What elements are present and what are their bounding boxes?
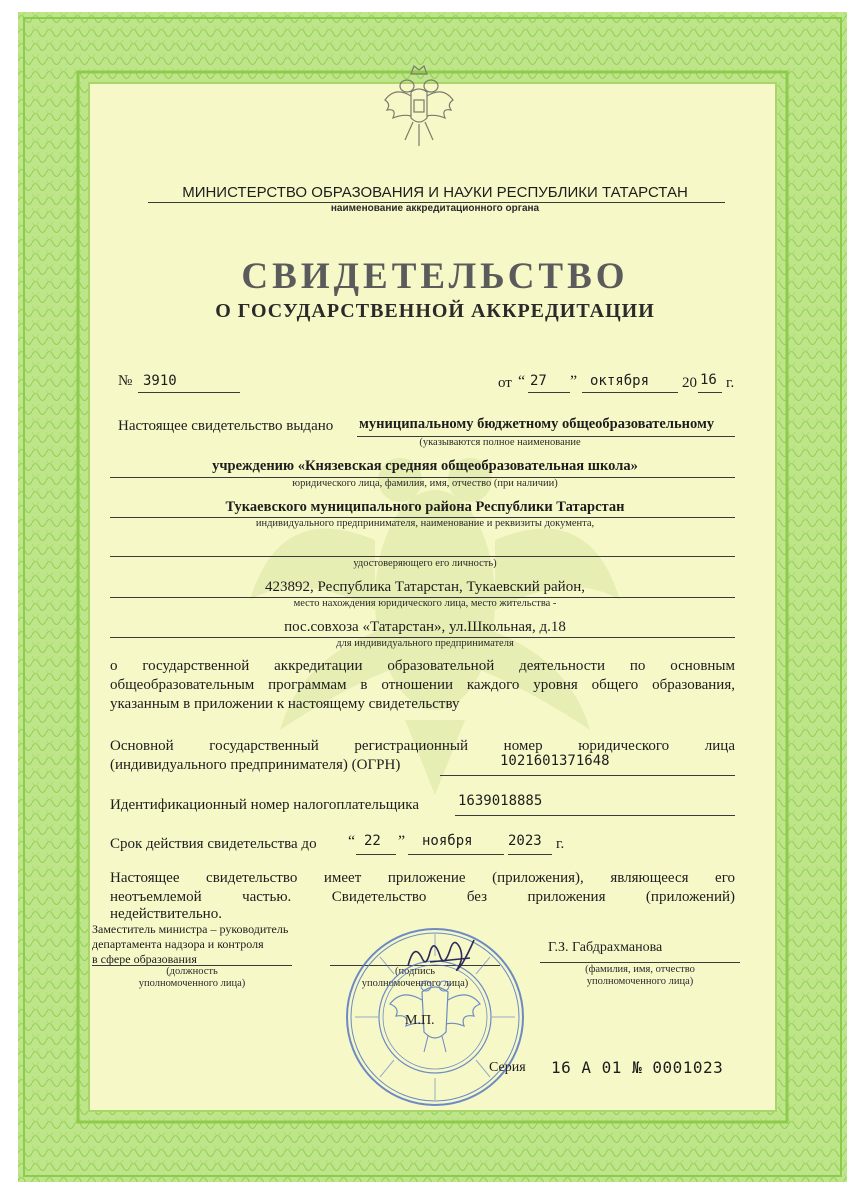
signatory-name: Г.З. Габдрахманова: [548, 940, 663, 955]
purpose-line-2: общеобразовательным программам в отношении каждого уровня общего образования,: [110, 677, 735, 693]
series-number: 16 А 01 № 0001023: [551, 1058, 724, 1077]
authority-caption: наименование аккредитационного органа: [330, 203, 540, 214]
inn-value: 1639018885: [458, 793, 543, 809]
recipient-line-3: Тукаевского муниципального района Республики Татарстан: [225, 499, 625, 515]
appendix-line-3: недействительно.: [110, 906, 222, 922]
caption-signature-1: (подпись: [394, 966, 436, 977]
issue-day: 27: [530, 373, 547, 389]
certificate-subtitle: О ГОСУДАРСТВЕННОЙ АККРЕДИТАЦИИ: [215, 300, 655, 322]
series-label: Серия: [489, 1060, 526, 1075]
issuing-authority-name: МИНИСТЕРСТВО ОБРАЗОВАНИЯ И НАУКИ РЕСПУБЛИКИ ТАТАРСТАН: [182, 184, 688, 201]
caption-location: место нахождения юридического лица, место жительства -: [293, 598, 557, 609]
issue-month: октября: [590, 373, 650, 389]
inn-label: Идентификационный номер налогоплательщика: [110, 797, 420, 813]
seal-place-label: М.П.: [405, 1013, 435, 1028]
ogrn-label: (индивидуального предпринимателя) (ОГРН): [110, 757, 401, 773]
ogrn-line-1: Основной государственный регистрационный номер юридического лица: [110, 738, 735, 754]
caption-entrepreneur: индивидуального предпринимателя, наименование и реквизиты документа,: [255, 518, 595, 529]
purpose-line-1: о государственной аккредитации образовательной деятельности по основным: [110, 658, 735, 674]
coat-of-arms-icon: [381, 60, 457, 152]
caption-entrepreneur-residence: для индивидуального предпринимателя: [336, 638, 514, 649]
issue-year: 16: [700, 372, 717, 388]
ogrn-value: 1021601371648: [500, 753, 610, 769]
recipient-line-2: учреждению «Князевская средняя общеобразовательная школа»: [212, 458, 638, 474]
certificate-title: СВИДЕТЕЛЬСТВО: [241, 256, 629, 297]
validity-month: ноября: [422, 833, 473, 849]
caption-legal-entity: юридического лица, фамилия, имя, отчество (при наличии): [292, 478, 558, 489]
appendix-line-1: Настоящее свидетельство имеет приложение (приложения), являющееся его: [110, 870, 735, 886]
caption-name-1: (фамилия, имя, отчество: [585, 964, 695, 975]
appendix-line-2: неотъемлемой частью. Свидетельство без приложения (приложений): [110, 889, 735, 905]
number-prefix: №: [118, 373, 133, 389]
certificate-number: 3910: [143, 373, 177, 389]
caption-name-2: уполномоченного лица): [586, 976, 694, 987]
caption-full-name: (указываются полное наименование: [419, 437, 581, 448]
recipient-line-1: муниципальному бюджетному общеобразовательному: [359, 416, 715, 432]
validity-year: 2023: [508, 833, 542, 849]
signatory-position-2: департамента надзора и контроля: [92, 937, 264, 951]
issued-to-label: Настоящее свидетельство выдано: [118, 418, 334, 434]
validity-label: Срок действия свидетельства до: [110, 836, 317, 852]
handwritten-signature: [400, 928, 480, 980]
address-line-1: 423892, Республика Татарстан, Тукаевский район,: [265, 579, 585, 595]
caption-signature-2: уполномоченного лица): [361, 978, 469, 989]
caption-position-2: уполномоченного лица): [138, 978, 246, 989]
date-prefix: от: [498, 375, 512, 391]
signatory-position-1: Заместитель министра – руководитель: [92, 922, 289, 936]
caption-identity: удостоверяющего его личность): [353, 558, 497, 569]
purpose-line-3: указанным в приложении к настоящему свидетельству: [110, 696, 460, 712]
validity-day: 22: [364, 833, 381, 849]
signatory-position-3: в сфере образования: [92, 952, 197, 966]
address-line-2: пос.совхоза «Татарстан», ул.Школьная, д.18: [284, 619, 566, 635]
caption-position-1: (должность: [166, 966, 218, 977]
